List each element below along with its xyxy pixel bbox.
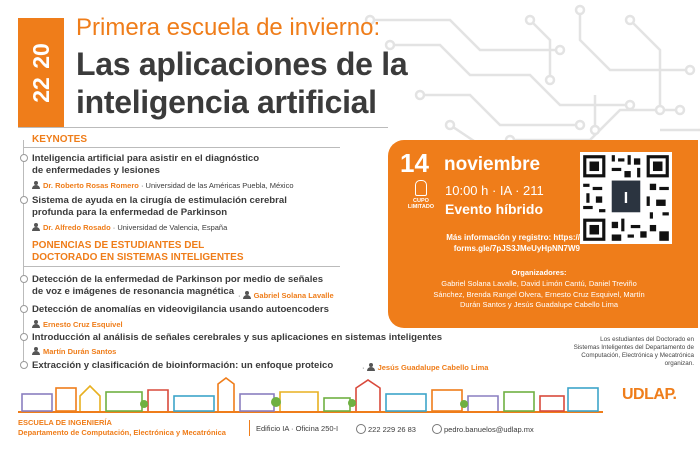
talk-3-title: Introducción al análisis de señales cerebrales y sus aplicaciones en sistemas inteligentes: [32, 332, 443, 343]
udlap-logo: UDLAP.: [622, 386, 677, 403]
year-badge: [18, 18, 64, 128]
year-top: 20: [28, 43, 54, 69]
footer-email[interactable]: pedro.banuelos@udlap.mx: [432, 424, 534, 434]
keynote-1-title: Inteligencia artificial para asistir en el diagnóstico de enfermedades y lesiones: [32, 153, 260, 176]
organizers-heading: Organizadores:: [511, 268, 567, 277]
event-title-line1: Las aplicaciones de la: [76, 46, 408, 82]
keynotes-heading: KEYNOTES: [32, 134, 88, 145]
keynote-2-bullet: [20, 196, 28, 204]
person-icon: [367, 363, 374, 371]
organizers-list: Gabriel Solana Lavalle, David Limón Cantú, Daniel Treviño Sánchez, Brenda Rangel Olvera, Ernesto Cruz Esquivel, Martín Durán Santos y Jesús Guadalupe Cabello Lima: [433, 279, 645, 309]
person-icon: [243, 291, 250, 299]
talk-1-title: Detección de la enfermedad de Parkinson por medio de señales de voz e imágenes de resonancia magnética: [32, 274, 324, 297]
keynote-2-title: Sistema de ayuda en la cirugía de estimulación cerebral profunda para la enfermedad de Parkinson: [32, 195, 287, 218]
event-time-place: 10:00 h · IA · 211: [445, 183, 544, 198]
talk-1-speaker: · Gabriel Solana Lavalle: [238, 291, 334, 300]
event-day: 14: [400, 148, 429, 178]
capacity-icon: [415, 180, 427, 196]
footer-building: Edificio IA · Oficina 250-I: [256, 424, 339, 433]
registration-info[interactable]: Más información y registro: https:// forms.gle/7pJS3JMeUyHpNN7W9: [446, 233, 580, 253]
talk-2-bullet: [20, 305, 28, 313]
talk-4-title: Extracción y clasificación de bioinformación: un enfoque proteico: [32, 360, 334, 371]
talk-3-speaker: Martín Durán Santos: [32, 346, 116, 356]
event-month: noviembre: [444, 154, 541, 175]
keynote-2-speaker: Dr. Alfredo Rosado · Universidad de Valencia, España: [32, 222, 227, 232]
student-talks-heading: PONENCIAS DE ESTUDIANTES DEL DOCTORADO EN SISTEMAS INTELIGENTES: [32, 240, 244, 263]
footer-phone[interactable]: 222 229 26 83: [356, 424, 416, 434]
talk-2-title: Detección de anomalías en videovigilancia usando autoencoders: [32, 304, 329, 315]
limited-capacity-badge: CUPO LIMITADO: [403, 180, 439, 210]
keynote-1-speaker: Dr. Roberto Rosas Romero · Universidad de las Américas Puebla, México: [32, 180, 294, 190]
email-icon: [432, 424, 442, 434]
svg-text:I: I: [623, 189, 629, 207]
keynote-1-bullet: [20, 154, 28, 162]
footer-separator: [249, 420, 250, 436]
student-talks-divider: [24, 266, 340, 267]
registration-qr-code[interactable]: [580, 152, 672, 244]
person-icon: [32, 181, 39, 189]
keynotes-divider: [24, 147, 340, 148]
organizer-note: Los estudiantes del Doctorado en Sistemas Inteligentes del Departamento de Computación, Electrónica y Mecatrónica organizan.: [573, 336, 694, 367]
year-bottom: 22: [28, 77, 54, 103]
talk-4-speaker: · Jesús Guadalupe Cabello Lima: [362, 363, 489, 372]
footer-school: ESCUELA DE INGENIERÍA: [18, 418, 112, 427]
event-title-line2: inteligencia artificial: [76, 84, 377, 120]
footer-department: Departamento de Computación, Electrónica y Mecatrónica: [18, 428, 226, 437]
header-divider: [18, 127, 388, 128]
event-mode: Evento híbrido: [445, 201, 543, 217]
campus-skyline-illustration: [18, 376, 603, 414]
person-icon: [32, 320, 39, 328]
person-icon: [32, 223, 39, 231]
talk-1-bullet: [20, 275, 28, 283]
talk-2-speaker: Ernesto Cruz Esquivel: [32, 319, 123, 329]
event-subtitle: Primera escuela de invierno:: [76, 14, 381, 41]
person-icon: [32, 347, 39, 355]
talk-4-bullet: [20, 361, 28, 369]
phone-icon: [356, 424, 366, 434]
talk-3-bullet: [20, 333, 28, 341]
